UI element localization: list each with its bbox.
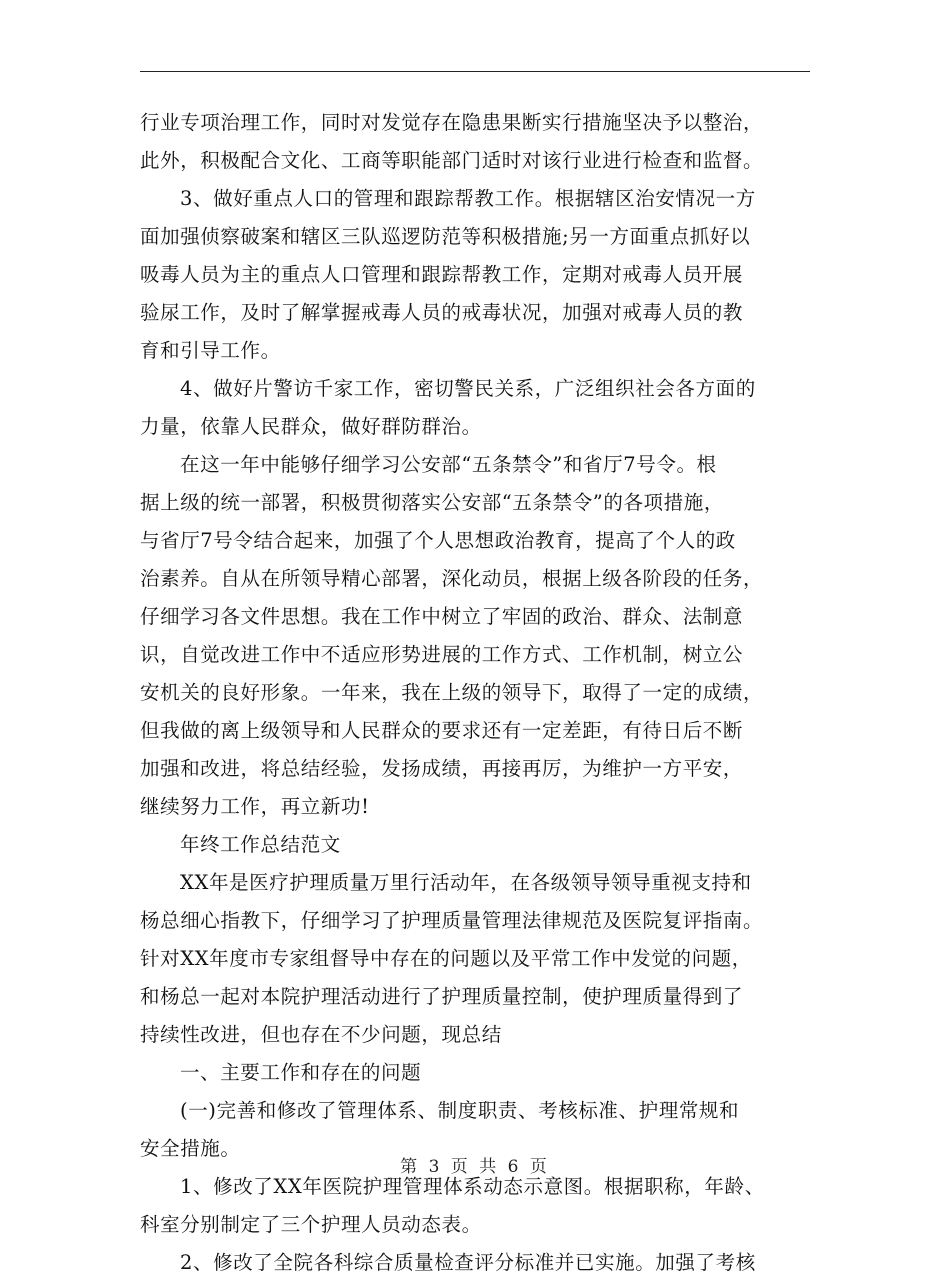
text-line: 据上级的统一部署，积极贯彻落实公安部“五条禁令”的各项措施， [140,491,724,514]
text-line: 与省厅7号令结合起来，加强了个人思想政治教育，提高了个人的政 [140,529,736,552]
text-line: 针对XX年度市专家组督导中存在的问题以及平常工作中发觉的问题， [140,947,752,970]
text-line: 1、修改了XX年医院护理管理体系动态示意图。根据职称，年龄、 [180,1175,765,1198]
page-number: 第 3 页 共 6 页 [400,1157,550,1177]
text-line: 仔细学习各文件思想。我在工作中树立了牢固的政治、群众、法制意 [140,605,744,628]
text-line: 力量，依靠人民群众，做好群防群治。 [140,415,482,438]
text-line: 治素养。自从在所领导精心部署，深化动员，根据上级各阶段的任务， [140,567,764,590]
text-line: XX年是医疗护理质量万里行活动年，在各级领导领导重视支持和 [180,871,752,894]
text-line: 继续努力工作，再立新功! [140,795,370,818]
text-line: 但我做的离上级领导和人民群众的要求还有一定差距，有待日后不断 [140,719,744,742]
text-line: 科室分别制定了三个护理人员动态表。 [140,1213,482,1236]
text-line: 识，自觉改进工作中不适应形势进展的工作方式、工作机制，树立公 [140,643,744,666]
text-line: 3、做好重点人口的管理和跟踪帮教工作。根据辖区治安情况一方 [180,187,756,210]
text-line: 此外，积极配合文化、工商等职能部门适时对该行业进行检查和监督。 [140,149,764,172]
text-line: 4、做好片警访千家工作，密切警民关系，广泛组织社会各方面的 [180,377,756,400]
text-line: 安全措施。 [140,1137,241,1160]
text-line: 2、修改了全院各科综合质量检查评分标准并已实施。加强了考核 [180,1251,756,1274]
text-line: 吸毒人员为主的重点人口管理和跟踪帮教工作，定期对戒毒人员开展 [140,263,744,286]
text-line: 和杨总一起对本院护理活动进行了护理质量控制，使护理质量得到了 [140,985,744,1008]
header-rule [140,71,810,72]
text-line: (一)完善和修改了管理体系、制度职责、考核标准、护理常规和 [180,1099,740,1122]
text-line: 一、主要工作和存在的问题 [180,1061,422,1084]
text-line: 加强和改进，将总结经验，发扬成绩，再接再厉，为维护一方平安， [140,757,744,780]
text-line: 育和引导工作。 [140,339,281,362]
text-line: 安机关的良好形象。一年来，我在上级的领导下，取得了一定的成绩， [140,681,764,704]
text-line: 面加强侦察破案和辖区三队巡逻防范等积极措施;另一方面重点抓好以 [140,225,751,248]
text-line: 在这一年中能够仔细学习公安部“五条禁令”和省厅7号令。根 [180,453,717,476]
document-body [140,104,810,1282]
text-line: 持续性改进，但也存在不少问题，现总结 [140,1023,502,1046]
text-line: 验尿工作，及时了解掌握戒毒人员的戒毒状况，加强对戒毒人员的教 [140,301,744,324]
text-line: 行业专项治理工作，同时对发觉存在隐患果断实行措施坚决予以整治， [140,111,764,134]
text-line: 杨总细心指教下，仔细学习了护理质量管理法律规范及医院复评指南。 [140,909,764,932]
text-line: 年终工作总结范文 [180,833,341,856]
